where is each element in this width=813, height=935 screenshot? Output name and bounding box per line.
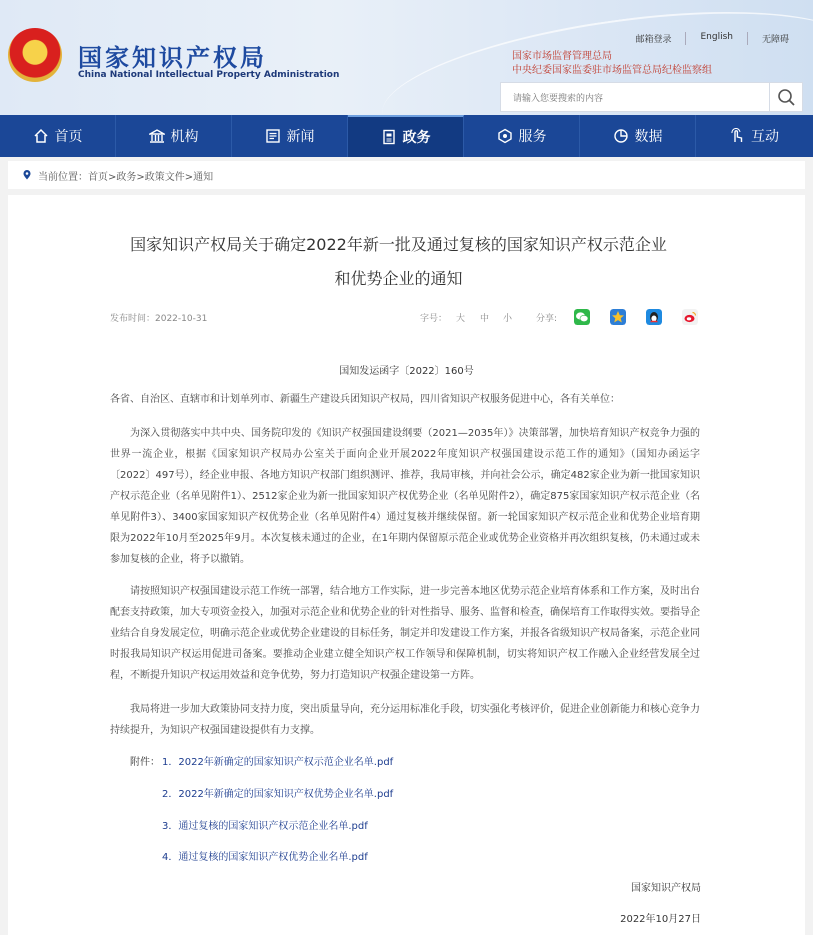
weibo-share-icon[interactable]	[682, 309, 698, 325]
document-number: 国知发运函字〔2022〕160号	[339, 366, 474, 377]
paragraph-1: 为深入贯彻落实中共中央、国务院印发的《知识产权强国建设纲要（2021—2035年）》决策部署，加快培育知识产权竞争力强的世界一流企业，根据《国家知识产权局办公室关于面向企业开展2022年度知识产权强国建设示范工作的通知》（国知办函运字〔2022〕497号），经企业申报、各地方知识产权部门组织测评、推荐，我局审核，并向社会公示，确定482家企业为新一批国家知识产权示范企业（名单见附件1）、2512家企业为新一批国家知识产权优势企业（名单见附件2），确定875家国家知识产权示范企业（名单见附件3）、3400家国家知识产权优势企业（名单见附件4）通过复核并继续保留。新一轮国家知识产权示范企业和优势企业培育期限为2022年10月至2025年9月。本次复核未通过的企业，在1年期内保留原示范企业或优势企业资格并再次组织复核，仍未通过或未参加复核的企业，将予以撤销。	[110, 428, 700, 565]
search-icon	[770, 83, 802, 111]
paragraph-2: 请按照知识产权强国建设示范工作统一部署，结合地方工作实际，进一步完善本地区优势示范企业培育体系和工作方案，及时出台配套支持政策，加大专项资金投入，加强对示范企业和优势企业的针对性指导、服务、监督和检查，确保培育工作取得实效。要指导企业结合自身发展定位，明确示范企业或优势企业建设的目标任务，制定并印发建设工作方案，并报各省级知识产权局备案，示范企业同时报我局知识产权运用促进司备案。要推动企业建立健全知识产权工作领导和保障机制，切实将知识产权工作融入企业经营发展全过程，不断提升知识产权运用效益和竞争优势，努力打造知识产权强企建设第一方阵。	[110, 586, 700, 681]
english-link[interactable]: English	[685, 32, 747, 45]
font-size-large[interactable]: 大	[456, 314, 466, 324]
qq-share-icon[interactable]	[646, 309, 662, 325]
document-icon	[381, 129, 397, 145]
nav-label: 数据	[634, 129, 663, 145]
interact-icon	[729, 128, 745, 144]
news-icon	[265, 128, 281, 144]
attachments-label: 附件：	[130, 757, 160, 768]
search-button[interactable]	[769, 83, 802, 111]
font-size-medium[interactable]: 中	[480, 314, 490, 324]
nav-label: 服务	[518, 129, 547, 145]
paragraph-3: 我局将进一步加大政策协同支持力度，突出质量导向，充分运用标准化手段，切实强化考核评价，促进企业创新能力和核心竞争力持续提升，为知识产权强国建设提供有力支撑。	[110, 704, 700, 736]
nav-label: 机构	[170, 129, 199, 145]
discipline-group-link[interactable]: 中央纪委国家监委驻市场监管总局纪检监察组	[512, 65, 712, 76]
breadcrumb	[8, 161, 805, 189]
samr-link[interactable]: 国家市场监督管理总局	[512, 51, 612, 62]
nav-item-organization[interactable]	[116, 115, 232, 157]
building-icon	[149, 128, 165, 144]
mail-login-link[interactable]: 邮箱登录	[635, 35, 672, 45]
qzone-share-icon[interactable]	[610, 309, 626, 325]
signer: 国家知识产权局	[631, 883, 701, 894]
publish-date: 发布时间：2022-10-31	[110, 314, 208, 324]
service-icon	[497, 128, 513, 144]
attachment-link-4[interactable]: 4．通过复核的国家知识产权优势企业名单.pdf	[162, 852, 368, 863]
article-title-line1: 国家知识产权局关于确定2022年新一批及通过复核的国家知识产权示范企业	[130, 235, 667, 254]
nav-item-government-affairs[interactable]	[348, 115, 464, 157]
nav-item-data[interactable]	[580, 115, 696, 157]
nav-label: 政务	[402, 130, 431, 146]
nav-label: 新闻	[286, 129, 315, 145]
nav-item-home[interactable]	[0, 115, 116, 157]
attachment-link-2[interactable]: 2．2022年新确定的国家知识产权优势企业名单.pdf	[162, 789, 394, 800]
top-links	[621, 32, 803, 45]
national-emblem-icon	[8, 28, 62, 82]
attachment-link-3[interactable]: 3．通过复核的国家知识产权示范企业名单.pdf	[162, 821, 368, 832]
font-size-label: 字号：	[420, 314, 448, 324]
location-pin-icon	[22, 170, 32, 180]
site-header	[0, 0, 813, 115]
attachment-link-1[interactable]: 1．2022年新确定的国家知识产权示范企业名单.pdf	[162, 757, 394, 768]
search-input[interactable]	[511, 89, 765, 107]
site-logo-cn[interactable]: 国家知识产权局	[78, 44, 267, 72]
font-size-small[interactable]: 小	[503, 314, 513, 324]
nav-item-interaction[interactable]	[696, 115, 812, 157]
article-title-line2: 和优势企业的通知	[334, 269, 463, 288]
data-icon	[613, 128, 629, 144]
nav-item-services[interactable]	[464, 115, 580, 157]
home-icon	[33, 128, 49, 144]
nav-item-news[interactable]	[232, 115, 348, 157]
site-logo-en: China National Intellectual Property Administration	[78, 70, 340, 80]
search-box	[500, 82, 803, 112]
nav-label: 互动	[751, 129, 779, 145]
accessibility-link[interactable]: 无障碍	[747, 32, 803, 45]
share-label: 分享:	[536, 314, 558, 324]
wechat-share-icon[interactable]	[574, 309, 590, 325]
recipient-line: 各省、自治区、直辖市和计划单列市、新疆生产建设兵团知识产权局，四川省知识产权服务促进中心，各有关单位：	[110, 394, 620, 405]
breadcrumb-text[interactable]: 当前位置：首页>政务>政策文件>通知	[38, 171, 214, 183]
sign-date: 2022年10月27日	[620, 914, 701, 925]
nav-label: 首页	[54, 129, 83, 145]
main-nav	[0, 115, 813, 157]
